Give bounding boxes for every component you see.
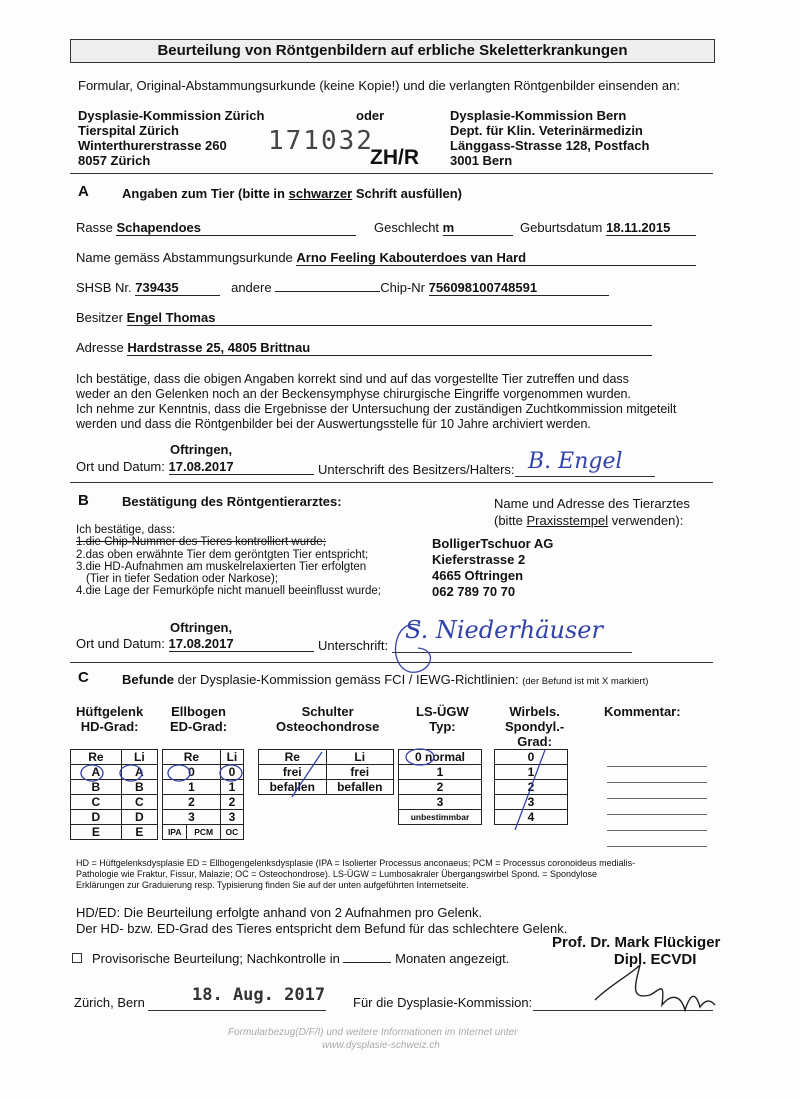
hd-li-header: Li <box>121 750 157 765</box>
commission-signature[interactable] <box>590 955 720 1015</box>
heading-a-post: Schrift ausfüllen) <box>352 186 462 201</box>
footer-url[interactable]: www.dysplasie-schweiz.ch <box>322 1040 440 1051</box>
hd-re-e[interactable]: E <box>71 825 122 840</box>
legend-line1: HD = Hüftgelenksdysplasie ED = Ellbogengelenksdysplasie (IPA = Isolierter Processus anconaeus; PCM = Processus coronoideus medialis- <box>76 858 636 868</box>
col-ed-line1: Ellbogen <box>171 704 226 719</box>
ed-re-1[interactable]: 1 <box>163 780 221 795</box>
andere-label: andere <box>231 280 272 295</box>
confirm-line4: werden und dass die Röntgenbilder bei der Auswertungsstelle für 10 Jahre archiviert werden. <box>76 417 591 431</box>
commission-date-stamp: 18. Aug. 2017 <box>192 985 326 1005</box>
address-zh-line2: Tierspital Zürich <box>78 123 179 138</box>
rasse-field[interactable]: Schapendoes <box>116 220 356 236</box>
col-ls-line2: Typ: <box>429 719 456 734</box>
col-oc-line1: Schulter <box>301 704 354 719</box>
vet-label2-underlined: Praxisstempel <box>526 513 609 528</box>
oder-label: oder <box>356 108 385 123</box>
heading-a-pre: Angaben zum Tier (bitte in <box>122 186 289 201</box>
section-c-letter: C <box>78 669 89 686</box>
ls-3[interactable]: 3 <box>399 795 482 810</box>
provisional-checkbox[interactable] <box>72 953 82 963</box>
col-hd-line2: HD-Grad: <box>80 719 139 734</box>
ed-re-3[interactable]: 3 <box>163 810 221 825</box>
circle-ed-re-0 <box>168 765 190 781</box>
commission-place: Zürich, Bern <box>74 995 145 1010</box>
vet-signature-loop <box>396 624 431 672</box>
vet-confirm-item4: 4.die Lage der Femurköpfe nicht manuell beeinflusst wurde; <box>76 585 381 598</box>
vet-label2-post: verwenden): <box>608 513 684 528</box>
vet-confirm-item3b: (Tier in tiefer Sedation oder Narkose); <box>86 573 278 586</box>
confirm-line2: weder an den Gelenken noch an der Beckensymphyse chirurgische Eingriffe vorgenommen wurden. <box>76 387 631 401</box>
hd-re-b[interactable]: B <box>71 780 122 795</box>
address-zh-line1: Dysplasie-Kommission Zürich <box>78 108 265 123</box>
owner-ort: Oftringen, <box>170 442 233 457</box>
owner-signature[interactable]: B. Engel <box>528 449 623 474</box>
adresse-label: Adresse <box>76 340 124 355</box>
oc-re-header: Re <box>259 750 327 765</box>
besitzer-field[interactable]: Engel Thomas <box>127 310 652 326</box>
hd-li-e[interactable]: E <box>121 825 157 840</box>
geschlecht-label: Geschlecht <box>374 220 440 235</box>
confirm-line3: Ich nehme zur Kenntnis, dass die Ergebnisse der Untersuchung der zuständigen Zuchtkommission mitgeteilt <box>76 402 677 416</box>
hd-li-c[interactable]: C <box>121 795 157 810</box>
vet-stamp-line3: 4665 Oftringen <box>432 568 524 583</box>
geburt-label: Geburtsdatum <box>520 220 603 235</box>
commission-date-line <box>148 1010 326 1011</box>
col-hd-line1: Hüftgelenk <box>76 704 144 719</box>
section-b-letter: B <box>78 492 89 509</box>
oc-li-header: Li <box>326 750 394 765</box>
vet-signature-label: Unterschrift: <box>318 638 389 653</box>
cross-spondylose <box>515 750 545 830</box>
address-be-line4: 3001 Bern <box>450 153 513 168</box>
circle-ls-normal <box>406 749 434 765</box>
circle-hd-li-a <box>120 765 142 781</box>
oc-re-befallen[interactable]: befallen <box>259 780 327 795</box>
address-be-line3: Länggass-Strasse 128, Postfach <box>450 138 650 153</box>
hd-li-b[interactable]: B <box>121 780 157 795</box>
vet-confirm-item3: 3.die HD-Aufnahmen am muskelrelaxierten Tier erfolgten <box>76 560 367 573</box>
sp-1[interactable]: 1 <box>495 765 568 780</box>
col-oc-line2: Osteochondrose <box>276 719 380 734</box>
vet-confirm-intro: Ich bestätige, dass: <box>76 524 176 536</box>
chip-label: Chip-Nr <box>380 280 425 295</box>
ed-re-header: Re <box>163 750 221 765</box>
oc-li-befallen[interactable]: befallen <box>326 780 394 795</box>
hd-li-d[interactable]: D <box>121 810 157 825</box>
oc-li-frei[interactable]: frei <box>326 765 394 780</box>
heading-c-rest: der Dysplasie-Kommission gemäss FCI / IEWG-Richtlinien: <box>174 672 519 687</box>
prof-name: Prof. Dr. Mark Flückiger <box>552 934 721 951</box>
heading-c-bold: Befunde <box>122 672 174 687</box>
ed-pcm[interactable]: PCM <box>187 825 220 840</box>
besitzer-label: Besitzer <box>76 310 123 325</box>
stamp-number: 171032 <box>268 126 374 156</box>
vet-stamp-line2: Kieferstrasse 2 <box>432 552 526 567</box>
zh-mark: ZH/R <box>370 146 419 169</box>
form-title: Beurteilung von Röntgenbildern auf erbliche Skeletterkrankungen <box>70 39 715 63</box>
section-a-letter: A <box>78 183 89 200</box>
confirm-line1: Ich bestätige, dass die obigen Angaben korrekt sind und auf das vorgestellte Tier zutreffen und dass <box>76 372 629 386</box>
ort-datum-label: Ort und Datum: <box>76 459 165 474</box>
vet-confirm-item1: 1.die Chip-Nummer des Tieres kontrolliert wurde; <box>76 536 326 549</box>
hd-re-header: Re <box>71 750 122 765</box>
sp-0[interactable]: 0 <box>495 750 568 765</box>
vet-stamp-line4: 062 789 70 70 <box>432 584 516 599</box>
hd-li-a[interactable]: A <box>121 765 157 780</box>
shsb-field[interactable]: 739435 <box>135 280 220 296</box>
address-zh-line3: Winterthurerstrasse 260 <box>78 138 227 153</box>
commission-label: Für die Dysplasie-Kommission: <box>353 995 533 1010</box>
vet-date-field[interactable]: 17.08.2017 <box>169 636 314 652</box>
vet-ort: Oftringen, <box>170 620 233 635</box>
vet-confirm-item2: 2.das oben erwähnte Tier dem geröntgten Tier entspricht; <box>76 548 369 561</box>
vet-label2-pre: (bitte <box>494 513 527 528</box>
legend-line2: Pathologie wie Fraktur, Fissur, Malazie; OC = Osteochondrose). LS-ÜGW = Lumbosakraler Übergangswirbel Spond. = Spondylose <box>76 869 597 879</box>
ed-li-header: Li <box>220 750 243 765</box>
sp-4[interactable]: 4 <box>495 810 568 825</box>
vet-ort-datum-label: Ort und Datum: <box>76 636 165 651</box>
section-b-heading: Bestätigung des Röntgentierarztes: <box>122 494 342 509</box>
oc-re-frei[interactable]: frei <box>259 765 327 780</box>
circle-hd-re-a <box>81 765 103 781</box>
ls-1[interactable]: 1 <box>399 765 482 780</box>
months-field[interactable] <box>343 962 391 963</box>
intro-text: Formular, Original-Abstammungsurkunde (keine Kopie!) und die verlangten Röntgenbilder einsenden an: <box>78 78 680 93</box>
footer-line1: Formularbezug(D/F/I) und weitere Informationen im Internet unter <box>228 1027 518 1038</box>
hd-re-a[interactable]: A <box>71 765 122 780</box>
ed-re-2[interactable]: 2 <box>163 795 221 810</box>
note-line2: Der HD- bzw. ED-Grad des Tieres entspricht dem Befund für das schlechtere Gelenk. <box>76 921 568 936</box>
circle-ed-li-0 <box>220 765 242 781</box>
col-sp-line1: Wirbels. <box>509 704 560 719</box>
address-be-line2: Dept. für Klin. Veterinärmedizin <box>450 123 643 138</box>
col-ed-line2: ED-Grad: <box>170 719 228 734</box>
provisional-row <box>72 951 509 966</box>
ed-li-2[interactable]: 2 <box>220 795 243 810</box>
heading-c-small: (der Befund ist mit X markiert) <box>522 676 649 687</box>
name-field[interactable]: Arno Feeling Kabouterdoes van Hard <box>296 250 696 266</box>
ed-li-0[interactable]: 0 <box>220 765 243 780</box>
ed-li-1[interactable]: 1 <box>220 780 243 795</box>
adresse-field[interactable]: Hardstrasse 25, 4805 Brittnau <box>127 340 652 356</box>
owner-signature-label: Unterschrift des Besitzers/Halters: <box>318 462 515 477</box>
vet-label1: Name und Adresse des Tierarztes <box>494 496 690 511</box>
geburt-field[interactable]: 18.11.2015 <box>606 220 696 236</box>
address-zh-line4: 8057 Zürich <box>78 153 151 168</box>
name-label: Name gemäss Abstammungsurkunde <box>76 250 293 265</box>
ed-ipa[interactable]: IPA <box>163 825 187 840</box>
note-line1: HD/ED: Die Beurteilung erfolgte anhand von 2 Aufnahmen pro Gelenk. <box>76 905 483 920</box>
rasse-label: Rasse <box>76 220 113 235</box>
hd-re-c[interactable]: C <box>71 795 122 810</box>
col-kom-header: Kommentar: <box>604 704 681 719</box>
ls-unbestimmbar[interactable]: unbestimmbar <box>399 810 482 825</box>
provisional-label: Provisorische Beurteilung; Nachkontrolle in <box>92 951 340 966</box>
shsb-label: SHSB Nr. <box>76 280 132 295</box>
vet-stamp-line1: BolligerTschuor AG <box>432 536 554 551</box>
provisional-label-post: Monaten angezeigt. <box>395 951 510 966</box>
legend-line3: Erklärungen zur Graduierung resp. Typisierung finden Sie auf der unten aufgeführten Internetseite. <box>76 880 469 890</box>
sp-2[interactable]: 2 <box>495 780 568 795</box>
geschlecht-field[interactable]: m <box>443 220 513 236</box>
hd-re-d[interactable]: D <box>71 810 122 825</box>
vet-signature[interactable]: S. Niederhäuser <box>405 616 603 644</box>
col-sp-line2: Spondyl.- <box>505 719 565 734</box>
ed-oc[interactable]: OC <box>220 825 243 840</box>
prof-title: Dipl. ECVDI <box>613 951 697 968</box>
ed-re-0[interactable]: 0 <box>163 765 221 780</box>
address-be-line1: Dysplasie-Kommission Bern <box>450 108 627 123</box>
sp-3[interactable]: 3 <box>495 795 568 810</box>
ls-normal[interactable]: 0 normal <box>399 750 482 765</box>
owner-date-field[interactable]: 17.08.2017 <box>169 459 314 475</box>
col-sp-line3: Grad: <box>517 734 552 749</box>
chip-field[interactable]: 756098100748591 <box>429 280 609 296</box>
ed-li-3[interactable]: 3 <box>220 810 243 825</box>
legend <box>76 858 635 891</box>
notes <box>76 905 567 937</box>
commission-signature-stroke <box>595 965 715 1010</box>
col-ls-line1: LS-ÜGW <box>416 704 469 719</box>
cross-oc <box>292 752 322 797</box>
ls-2[interactable]: 2 <box>399 780 482 795</box>
heading-a-underlined: schwarzer <box>288 186 353 201</box>
